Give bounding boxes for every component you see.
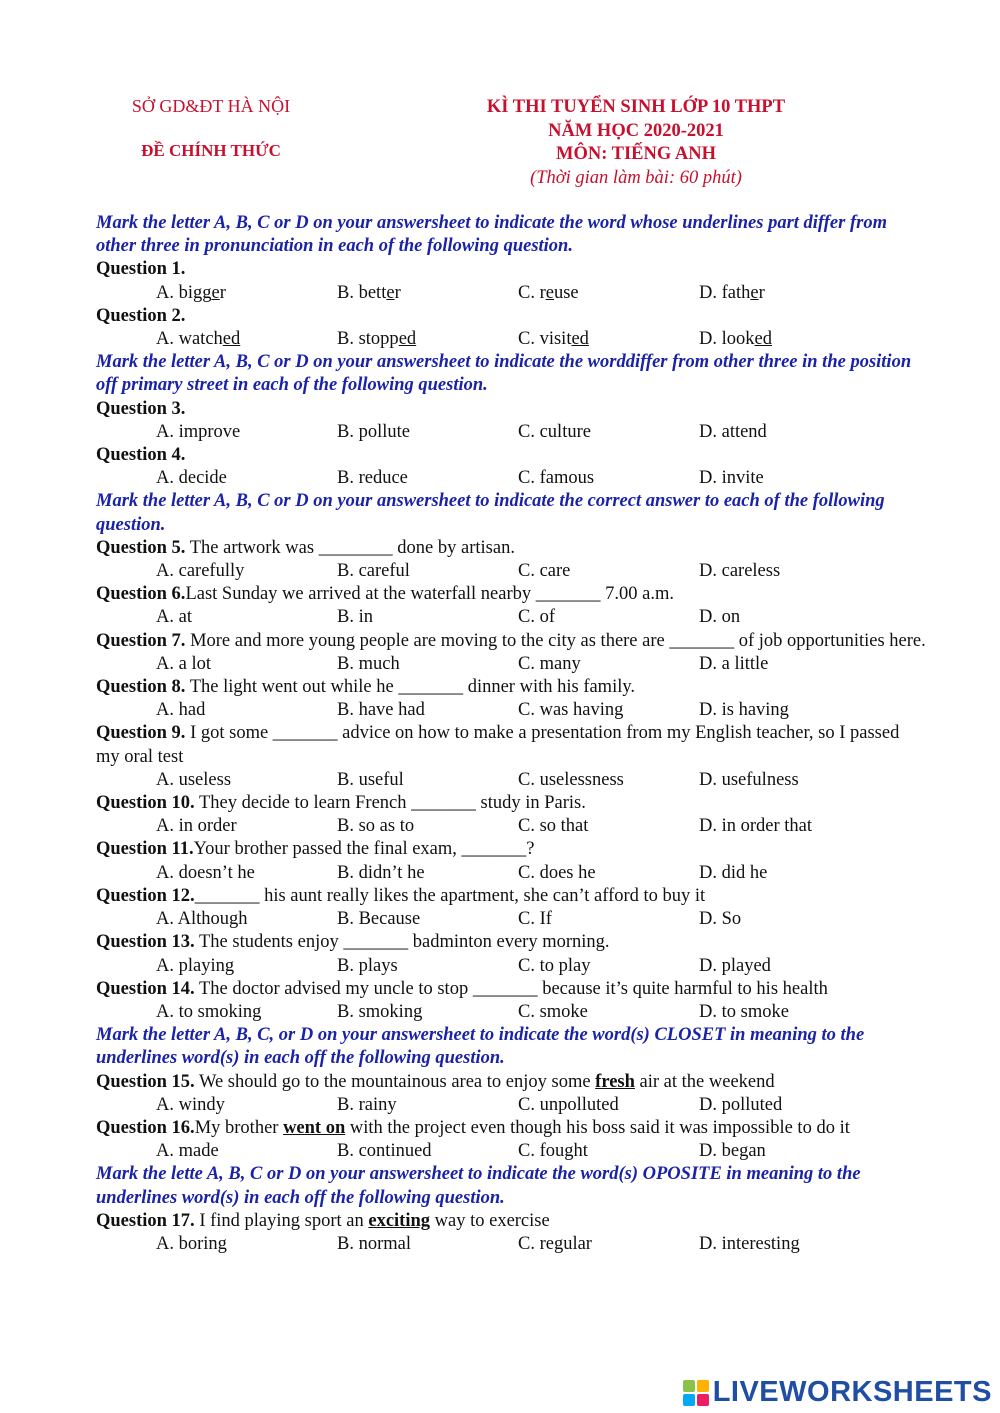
options-row [96,908,926,931]
option-c[interactable]: C. was having [518,700,624,721]
option-d[interactable]: D. to smoke [699,1001,789,1022]
option-a[interactable]: A. doesn’t he [156,862,255,883]
option-a[interactable]: A. had [156,700,206,721]
option-c[interactable]: C. famous [518,468,595,489]
question-label: Question 5. [96,537,186,558]
question-10 [96,792,926,815]
options-row [96,328,926,351]
question-7 [96,630,926,653]
option-a[interactable]: A. a lot [156,653,211,674]
option-b[interactable]: B. reduce [337,468,408,489]
option-a[interactable]: A. bigger [156,282,226,303]
time-limit: (Thời gian làm bài: 60 phút) [530,167,742,188]
option-d[interactable]: D. began [699,1141,766,1162]
option-d[interactable]: D. in order that [699,816,813,837]
option-d[interactable]: D. did he [699,862,768,883]
options-row [96,815,926,838]
option-c[interactable]: C. of [518,607,555,628]
option-b[interactable]: B. smoking [337,1001,423,1022]
question-4 [96,444,926,467]
question-text: They decide to learn French _______ study in Paris. [194,793,586,814]
question-11 [96,838,926,861]
keyword: exciting [368,1210,431,1231]
question-label: Question 13. [96,932,195,953]
option-a[interactable]: A. in order [156,816,237,837]
option-c[interactable]: C. care [518,561,571,582]
question-label: Question 17. [96,1210,195,1231]
option-b[interactable]: B. Because [337,909,421,930]
option-b[interactable]: B. stopped [337,329,417,350]
question-label: Question 12. [96,885,195,906]
question-label: Question 8. [96,677,186,698]
subject-title: MÔN: TIẾNG ANH [555,144,716,164]
question-text: The students enjoy _______ badminton every morning. [194,932,610,953]
official-label: ĐỀ CHÍNH THỨC [141,141,281,160]
option-d[interactable]: D. is having [699,700,789,721]
question-6 [96,583,926,606]
question-text: The doctor advised my uncle to stop _______ because it’s quite harmful to his health [194,978,828,999]
keyword: went on [283,1117,346,1138]
instruction-synonym: Mark the letter A, B, C, or D on your answersheet to indicate the word(s) CLOSET in meaning to the underlines word(s) in each off the following question. [96,1025,865,1069]
options-row [96,1094,926,1117]
exam-title: KÌ THI TUYỂN SINH LỚP 10 THPT [486,97,786,117]
option-a[interactable]: A. decide [156,468,227,489]
options-row [96,699,926,722]
option-a[interactable]: A. playing [156,955,235,976]
option-d[interactable]: D. father [699,282,765,303]
option-a[interactable]: A. to smoking [156,1001,262,1022]
option-d[interactable]: D. looked [699,329,772,350]
question-text: The artwork was ________ done by artisan. [185,537,515,558]
department-name: SỞ GD&ĐT HÀ NỘI [131,96,291,116]
instruction-pronunciation: Mark the letter A, B, C or D on your answersheet to indicate the word whose underlines part differ from other three in pronunciation in each of the following question. [96,213,887,257]
option-d[interactable]: D. polluted [699,1094,783,1115]
question-label: Question 2. [96,305,186,326]
option-b[interactable]: B. didn’t he [337,862,425,883]
options-row [96,467,926,490]
instruction-stress: Mark the letter A, B, C or D on your answersheet to indicate the worddiffer from other three in the position off primary street in each of the following question. [96,352,912,396]
option-a[interactable]: A. boring [156,1233,227,1254]
instruction-grammar: Mark the letter A, B, C or D on your answersheet to indicate the correct answer to each of the following question. [96,491,885,535]
option-b[interactable]: B. useful [337,769,404,790]
option-d[interactable]: D. attend [699,421,767,442]
option-b[interactable]: B. normal [337,1233,411,1254]
option-c[interactable]: C. culture [518,421,591,442]
options-row [96,282,926,305]
options-row [96,606,926,629]
options-row [96,1140,926,1163]
question-label: Question 7. [96,630,186,651]
question-1 [96,258,926,281]
question-text: Your brother passed the final exam, _______? [193,839,535,860]
option-a[interactable]: A. watched [156,329,241,350]
option-a[interactable]: A. Although [156,909,248,930]
option-a[interactable]: A. at [156,607,192,628]
option-c[interactable]: C. unpolluted [518,1094,619,1115]
options-row [96,653,926,676]
options-row [96,1233,926,1256]
option-d[interactable]: D. invite [699,468,764,489]
question-12 [96,885,926,908]
question-text: Last Sunday we arrived at the waterfall nearby _______ 7.00 a.m. [185,584,674,605]
instruction-antonym: Mark the lette A, B, C or D on your answersheet to indicate the word(s) OPOSITE in meaning to the underlines word(s) in each off the following question. [96,1164,861,1208]
question-2 [96,305,926,328]
question-17: Question 17. I find playing sport an exciting way to exercise [96,1210,550,1231]
option-a[interactable]: A. windy [156,1094,225,1115]
question-label: Question 4. [96,445,186,466]
options-row [96,862,926,885]
option-c[interactable]: C. many [518,653,581,674]
question-text: I got some _______ advice on how to make a presentation from my English teacher, so I passed my oral test [96,723,900,767]
question-label: Question 9. [96,723,186,744]
option-d[interactable]: D. careless [699,561,781,582]
option-c[interactable]: C. so that [518,816,589,837]
options-row [96,421,926,444]
school-year: NĂM HỌC 2020-2021 [548,120,724,141]
question-label: Question 3. [96,398,186,419]
option-a[interactable]: A. carefully [156,561,245,582]
option-c[interactable]: C. regular [518,1233,592,1254]
option-b[interactable]: B. in [337,607,373,628]
brand-name: LIVEWORKSHEETS [712,1376,992,1408]
option-b[interactable]: B. so as to [337,816,415,837]
keyword: fresh [595,1071,635,1092]
question-label: Question 6. [96,584,186,605]
option-c[interactable]: C. reuse [518,282,579,303]
option-a[interactable]: A. useless [156,769,232,790]
question-label: Question 1. [96,259,186,280]
option-c[interactable]: C. visited [518,329,589,350]
question-text: The light went out while he _______ dinner with his family. [185,677,636,698]
option-a[interactable]: A. made [156,1141,219,1162]
option-c[interactable]: C. If [518,909,552,930]
option-a[interactable]: A. improve [156,421,241,442]
option-b[interactable]: B. have had [337,700,425,721]
option-b[interactable]: B. rainy [337,1094,397,1115]
question-label: Question 16. [96,1117,195,1138]
question-text: More and more young people are moving to the city as there are _______ of job opportunities here. [185,630,926,651]
option-d[interactable]: D. on [699,607,741,628]
option-d[interactable]: D. a little [699,653,769,674]
option-c[interactable]: C. does he [518,862,596,883]
option-b[interactable]: B. pollute [337,421,410,442]
question-9 [96,722,926,768]
option-b[interactable]: B. careful [337,561,410,582]
option-b[interactable]: B. plays [337,955,398,976]
exam-content [96,212,926,1256]
question-label: Question 11. [96,839,194,860]
option-c[interactable]: C. uselessness [518,769,624,790]
option-c[interactable]: C. to play [518,955,591,976]
question-8 [96,676,926,699]
option-d[interactable]: D. usefulness [699,769,799,790]
question-13 [96,931,926,954]
options-row [96,560,926,583]
option-b[interactable]: B. better [337,282,401,303]
liveworksheets-logo-icon [683,1380,709,1406]
question-14 [96,978,926,1001]
options-row [96,769,926,792]
option-b[interactable]: B. much [337,653,400,674]
option-d[interactable]: D. interesting [699,1233,800,1254]
question-label: Question 15. [96,1071,195,1092]
options-row [96,1001,926,1024]
question-label: Question 10. [96,793,195,814]
option-c[interactable]: C. smoke [518,1001,588,1022]
liveworksheets-logo [683,1376,992,1409]
question-16: Question 16.My brother went on with the project even though his boss said it was impossible to do it [96,1117,850,1138]
question-15: Question 15. We should go to the mountainous area to enjoy some fresh air at the weekend [96,1071,775,1092]
header-right [436,96,836,190]
option-c[interactable]: C. fought [518,1141,588,1162]
option-b[interactable]: B. continued [337,1141,432,1162]
question-label: Question 14. [96,978,195,999]
question-3 [96,398,926,421]
option-d[interactable]: D. played [699,955,771,976]
question-text: _______ his aunt really likes the apartment, she can’t afford to buy it [194,885,706,906]
question-5 [96,537,926,560]
option-d[interactable]: D. So [699,909,742,930]
options-row [96,955,926,978]
